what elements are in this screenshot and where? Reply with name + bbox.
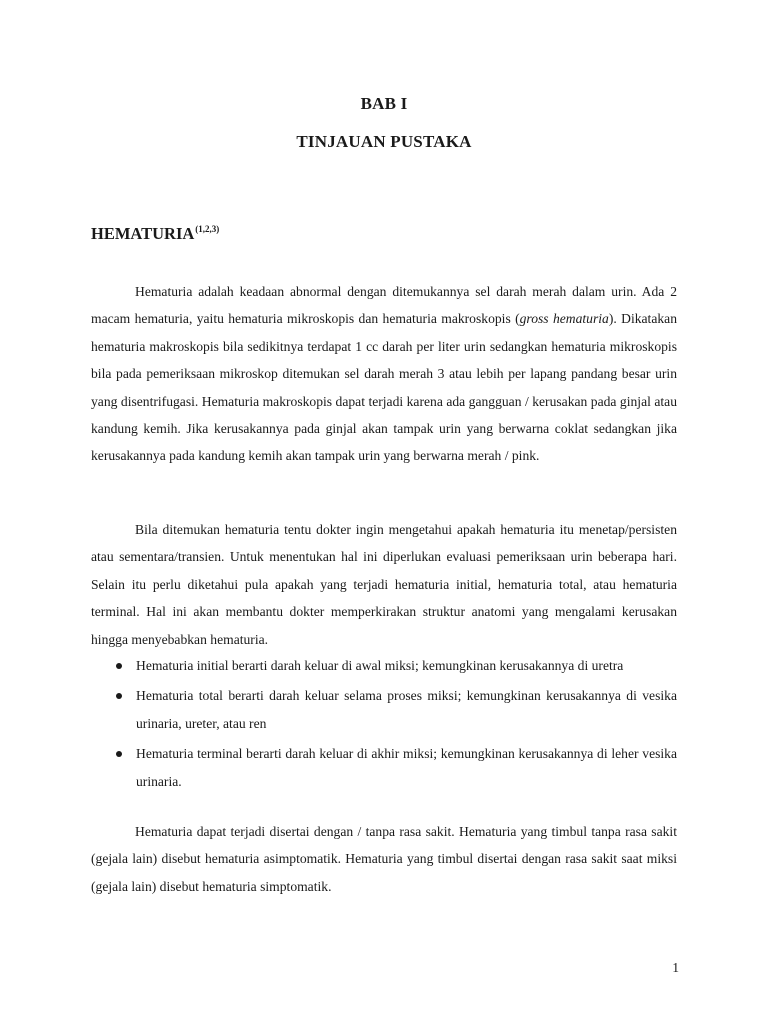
paragraph2-text: Bila ditemukan hematuria tentu dokter ingin mengetahui apakah hematuria itu menetap/persisten atau sementara/transien. Untuk menentukan hal ini diperlukan evaluasi pemeriksaan urin beberapa hari. Selain itu perlu diketahui pula apakah yang terjadi hematuria initial, hematuria total, atau hematuria terminal. Hal ini akan membantu dokter memperkirakan struktur anatomi yang mengalami kerusakan hingga menyebabkan hematuria. <box>91 522 677 647</box>
page-number: 1 <box>672 960 679 975</box>
paragraph1-part1: Hematuria adalah keadaan abnormal dengan ditemukannya sel darah merah dalam urin. Ada 2 macam hematuria, yaitu hematuria mikroskopis dan hematuria makroskopis ( <box>91 284 677 327</box>
paragraph-definition <box>91 278 677 470</box>
paragraph-symptoms <box>91 818 677 900</box>
list-item-text: Hematuria total berarti darah keluar selama proses miksi; kemungkinan kerusakannya di vesika urinaria, ureter, atau ren <box>136 688 677 731</box>
bullet-icon <box>116 751 122 757</box>
hematuria-types-list <box>91 652 677 798</box>
list-item <box>91 652 677 679</box>
paragraph3-text: Hematuria dapat terjadi disertai dengan / tanpa rasa sakit. Hematuria yang timbul tanpa rasa sakit (gejala lain) disebut hematuria asimptomatik. Hematuria yang timbul disertai dengan rasa sakit saat miksi (gejala lain) disebut hematuria simptomatik. <box>91 824 677 894</box>
paragraph1-italic: gross hematuria <box>519 311 609 327</box>
section-heading-text: HEMATURIA <box>91 224 195 243</box>
list-item <box>91 740 677 795</box>
bullet-icon <box>116 663 122 669</box>
section-heading <box>91 224 219 244</box>
list-item <box>91 682 677 737</box>
chapter-title: TINJAUAN PUSTAKA <box>296 132 472 151</box>
chapter-number: BAB I <box>360 94 408 113</box>
paragraph1-part2: ). Dikatakan hematuria makroskopis bila sedikitnya terdapat 1 cc darah per liter urin sedangkan hematuria mikroskopis bila pada pemeriksaan mikroskop ditemukan sel darah merah 3 atau lebih per lapang pandang besar urin yang disentrifugasi. Hematuria makroskopis dapat terjadi karena ada gangguan / kerusakan pada ginjal atau kandung kemih. Jika kerusakannya pada ginjal akan tampak urin yang berwarna coklat sedangkan jika kerusakannya pada kandung kemih akan tampak urin yang berwarna merah / pink. <box>91 311 677 464</box>
list-item-text: Hematuria initial berarti darah keluar di awal miksi; kemungkinan kerusakannya di uretra <box>136 658 624 673</box>
bullet-icon <box>116 693 122 699</box>
paragraph-evaluation <box>91 516 677 653</box>
section-reference: (1,2,3) <box>195 224 220 234</box>
list-item-text: Hematuria terminal berarti darah keluar di akhir miksi; kemungkinan kerusakannya di leher vesika urinaria. <box>136 746 677 789</box>
